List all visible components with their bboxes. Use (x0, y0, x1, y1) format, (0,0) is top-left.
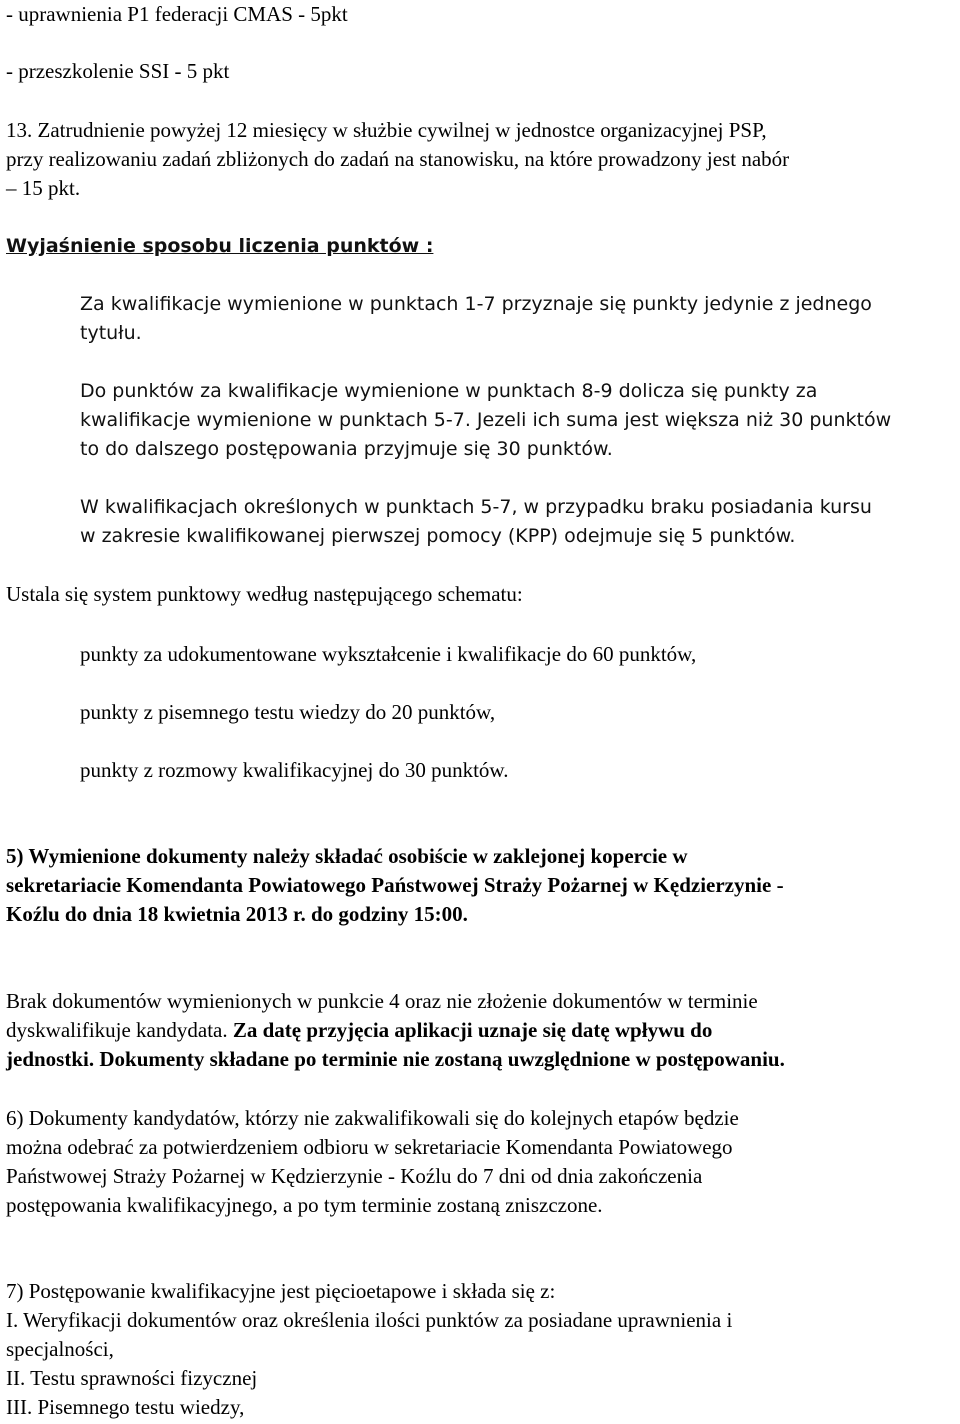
explanation-p2-line-1: Do punktów za kwalifikacje wymienione w punktach 8-9 dolicza się punkty za (80, 380, 818, 402)
explanation-p1-line-1: Za kwalifikacje wymienione w punktach 1-7 przyznaje się punkty jedynie z jednego (80, 293, 872, 315)
section-7-stage-2: II. Testu sprawności fizycznej (6, 1366, 258, 1390)
section-6-line-1: 6) Dokumenty kandydatów, którzy nie zakwalifikowali się do kolejnych etapów będzie (6, 1106, 739, 1130)
missing-docs-line-2 (6, 1016, 712, 1044)
scheme-item-interview: punkty z rozmowy kwalifikacyjnej do 30 punktów. (80, 758, 509, 782)
missing-docs-line-2-bold: Za datę przyjęcia aplikacji uznaje się datę wpływu do (232, 1018, 713, 1042)
item-13-line-3: – 15 pkt. (6, 176, 81, 200)
section-6-line-3: Państwowej Straży Pożarnej w Kędzierzynie - Koźlu do 7 dni od dnia zakończenia (6, 1164, 703, 1188)
missing-docs-line-3: jednostki. Dokumenty składane po terminie nie zostaną uwzględnione w postępowaniu. (6, 1047, 785, 1071)
list-item-ssi: - przeszkolenie SSI - 5 pkt (6, 59, 230, 83)
explanation-p3-line-1: W kwalifikacjach określonych w punktach 5-7, w przypadku braku posiadania kursu (80, 496, 872, 518)
section-7-stage-3: III. Pisemnego testu wiedzy, (6, 1395, 245, 1419)
explanation-p2-line-3: to do dalszego postępowania przyjmuje się 30 punktów. (80, 438, 613, 460)
section-6-line-4: postępowania kwalifikacyjnego, a po tym terminie zostaną zniszczone. (6, 1193, 603, 1217)
section-5-line-2: sekretariacie Komendanta Powiatowego Państwowej Straży Pożarnej w Kędzierzynie - (6, 873, 784, 897)
explanation-p3-line-2: w zakresie kwalifikowanej pierwszej pomocy (KPP) odejmuje się 5 punktów. (80, 525, 796, 547)
scheme-item-written-test: punkty z pisemnego testu wiedzy do 20 punktów, (80, 700, 496, 724)
scheme-item-education: punkty za udokumentowane wykształcenie i kwalifikacje do 60 punktów, (80, 642, 697, 666)
item-13-line-1: 13. Zatrudnienie powyżej 12 miesięcy w służbie cywilnej w jednostce organizacyjnej PSP, (6, 118, 767, 142)
section-7-stage-1: I. Weryfikacji dokumentów oraz określenia ilości punktów za posiadane uprawnienia i (6, 1308, 733, 1332)
list-item-cmas: - uprawnienia P1 federacji CMAS - 5pkt (6, 2, 348, 26)
section-7-stage-1-cont: specjalności, (6, 1337, 114, 1361)
scheme-intro: Ustala się system punktowy według następującego schematu: (6, 582, 523, 606)
section-5-line-1: 5) Wymienione dokumenty należy składać osobiście w zaklejonej kopercie w (6, 844, 688, 868)
item-13-line-2: przy realizowaniu zadań zbliżonych do zadań na stanowisku, na które prowadzony jest nabór (6, 147, 790, 171)
explanation-heading: Wyjaśnienie sposobu liczenia punktów : (6, 235, 434, 257)
section-5-line-3: Koźlu do dnia 18 kwietnia 2013 r. do godziny 15:00. (6, 902, 468, 926)
missing-docs-line-2-normal: dyskwalifikuje kandydata. (6, 1018, 233, 1042)
section-6-line-2: można odebrać za potwierdzeniem odbioru w sekretariacie Komendanta Powiatowego (6, 1135, 733, 1159)
section-7-intro: 7) Postępowanie kwalifikacyjne jest pięcioetapowe i składa się z: (6, 1279, 556, 1303)
explanation-p2-line-2: kwalifikacje wymienione w punktach 5-7. Jezeli ich suma jest większa niż 30 punktów (80, 409, 892, 431)
explanation-p1-line-2: tytułu. (80, 322, 142, 344)
missing-docs-line-1: Brak dokumentów wymienionych w punkcie 4 oraz nie złożenie dokumentów w terminie (6, 989, 758, 1013)
